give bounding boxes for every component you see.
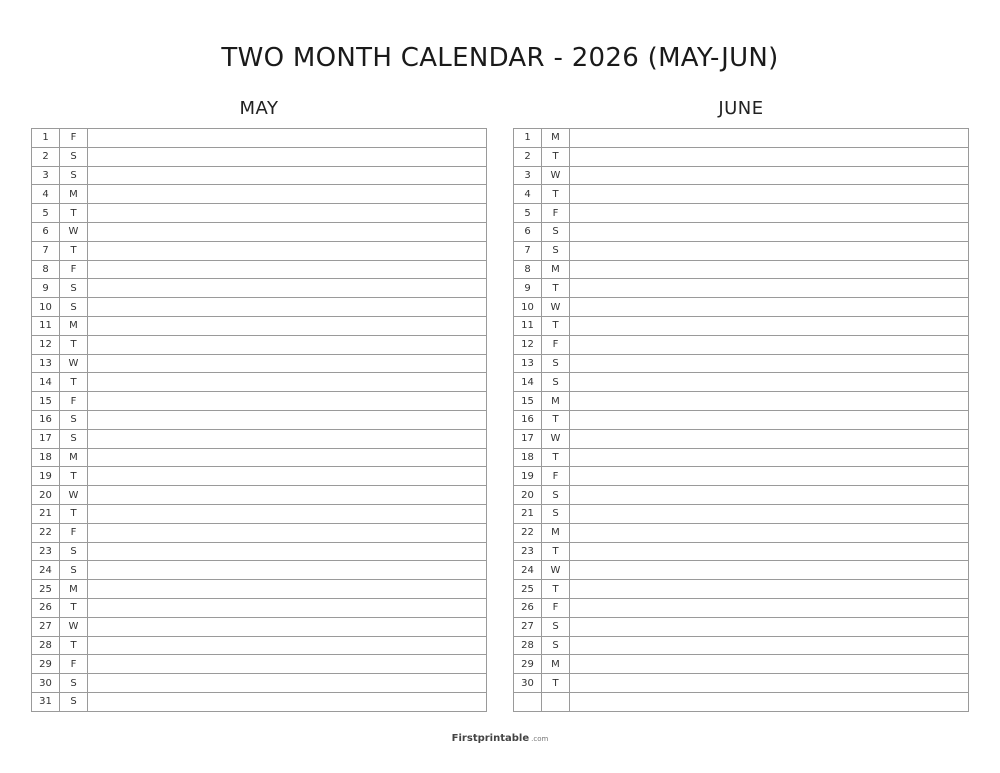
weekday-cell: F: [542, 598, 570, 617]
table-row: [32, 486, 487, 505]
notes-cell[interactable]: [570, 598, 969, 617]
calendar-table-june: [513, 128, 969, 712]
weekday-cell: S: [60, 410, 88, 429]
table-row: [514, 429, 969, 448]
notes-cell[interactable]: [88, 279, 487, 298]
notes-cell[interactable]: [570, 373, 969, 392]
weekday-cell: T: [60, 335, 88, 354]
table-row: [514, 580, 969, 599]
weekday-cell: T: [60, 598, 88, 617]
weekday-cell: M: [60, 316, 88, 335]
table-row: [514, 279, 969, 298]
table-row: [514, 392, 969, 411]
weekday-cell: W: [60, 617, 88, 636]
date-cell: 5: [514, 204, 542, 223]
table-row: [514, 316, 969, 335]
weekday-cell: T: [60, 467, 88, 486]
table-row: [514, 129, 969, 148]
weekday-cell: W: [60, 222, 88, 241]
table-row: [32, 185, 487, 204]
date-cell: 7: [514, 241, 542, 260]
weekday-cell: W: [542, 166, 570, 185]
weekday-cell: T: [542, 448, 570, 467]
date-cell: 13: [514, 354, 542, 373]
notes-cell[interactable]: [570, 279, 969, 298]
table-row: [32, 316, 487, 335]
date-cell: 8: [32, 260, 60, 279]
table-row: [514, 674, 969, 693]
notes-cell[interactable]: [570, 166, 969, 185]
date-cell: 26: [32, 598, 60, 617]
date-cell: 2: [32, 147, 60, 166]
notes-cell[interactable]: [88, 448, 487, 467]
page-title: TWO MONTH CALENDAR - 2026 (MAY-JUN): [221, 43, 779, 73]
date-cell: 10: [514, 298, 542, 317]
date-cell: 25: [514, 580, 542, 599]
weekday-cell: S: [60, 674, 88, 693]
notes-cell[interactable]: [570, 129, 969, 148]
notes-cell[interactable]: [570, 298, 969, 317]
notes-cell[interactable]: [570, 392, 969, 411]
weekday-cell: S: [60, 279, 88, 298]
table-row: [514, 222, 969, 241]
table-row: [32, 542, 487, 561]
notes-cell[interactable]: [570, 354, 969, 373]
notes-cell[interactable]: [88, 298, 487, 317]
weekday-cell: T: [60, 504, 88, 523]
weekday-cell: S: [542, 222, 570, 241]
table-row: [514, 185, 969, 204]
date-cell: 21: [514, 504, 542, 523]
table-row: [32, 448, 487, 467]
table-row: [514, 448, 969, 467]
notes-cell[interactable]: [570, 467, 969, 486]
date-cell: 27: [32, 617, 60, 636]
date-cell: 1: [514, 129, 542, 148]
date-cell: 14: [514, 373, 542, 392]
date-cell: 24: [32, 561, 60, 580]
date-cell: 17: [514, 429, 542, 448]
date-cell: 20: [32, 486, 60, 505]
weekday-cell: W: [542, 561, 570, 580]
table-row: [32, 166, 487, 185]
table-row: [32, 523, 487, 542]
notes-cell[interactable]: [570, 692, 969, 711]
weekday-cell: M: [542, 392, 570, 411]
weekday-cell: T: [60, 636, 88, 655]
date-cell: 4: [32, 185, 60, 204]
weekday-cell: F: [542, 335, 570, 354]
weekday-cell: T: [542, 542, 570, 561]
weekday-cell: S: [60, 429, 88, 448]
table-row: [514, 298, 969, 317]
weekday-cell: T: [60, 373, 88, 392]
weekday-cell: W: [60, 354, 88, 373]
date-cell: 26: [514, 598, 542, 617]
date-cell: 30: [32, 674, 60, 693]
date-cell: 10: [32, 298, 60, 317]
weekday-cell: F: [60, 523, 88, 542]
date-cell: 23: [514, 542, 542, 561]
table-row: [32, 655, 487, 674]
weekday-cell: T: [60, 204, 88, 223]
notes-cell[interactable]: [88, 429, 487, 448]
weekday-cell: W: [542, 298, 570, 317]
weekday-cell: S: [542, 486, 570, 505]
table-row: [514, 542, 969, 561]
table-row: [514, 410, 969, 429]
date-cell: 27: [514, 617, 542, 636]
notes-cell[interactable]: [570, 655, 969, 674]
notes-cell[interactable]: [570, 617, 969, 636]
table-row: [514, 636, 969, 655]
date-cell: 16: [32, 410, 60, 429]
date-cell: 8: [514, 260, 542, 279]
date-cell: 5: [32, 204, 60, 223]
date-cell: 25: [32, 580, 60, 599]
notes-cell[interactable]: [570, 241, 969, 260]
notes-cell[interactable]: [570, 542, 969, 561]
table-row: [32, 354, 487, 373]
weekday-cell: M: [542, 523, 570, 542]
date-cell: 15: [514, 392, 542, 411]
notes-cell[interactable]: [88, 354, 487, 373]
table-row: [32, 392, 487, 411]
table-row: [32, 617, 487, 636]
weekday-cell: M: [60, 580, 88, 599]
date-cell: 1: [32, 129, 60, 148]
date-cell: 18: [32, 448, 60, 467]
notes-cell[interactable]: [88, 392, 487, 411]
notes-cell[interactable]: [570, 448, 969, 467]
date-cell: 21: [32, 504, 60, 523]
notes-cell[interactable]: [88, 129, 487, 148]
notes-cell[interactable]: [88, 598, 487, 617]
date-cell: 3: [514, 166, 542, 185]
notes-cell[interactable]: [88, 486, 487, 505]
table-row: [514, 335, 969, 354]
date-cell: 28: [32, 636, 60, 655]
table-row: [32, 373, 487, 392]
notes-cell[interactable]: [570, 410, 969, 429]
calendar-table-may: [31, 128, 487, 712]
table-row: [32, 260, 487, 279]
notes-cell[interactable]: [570, 504, 969, 523]
notes-cell[interactable]: [88, 561, 487, 580]
month-may: [31, 97, 487, 712]
notes-cell[interactable]: [570, 185, 969, 204]
weekday-cell: S: [542, 636, 570, 655]
weekday-cell: F: [542, 204, 570, 223]
table-row: [32, 222, 487, 241]
table-row: [514, 655, 969, 674]
table-row: [514, 504, 969, 523]
notes-cell[interactable]: [88, 166, 487, 185]
weekday-cell: F: [60, 260, 88, 279]
month-june: [513, 97, 969, 712]
notes-cell[interactable]: [88, 316, 487, 335]
notes-cell[interactable]: [570, 523, 969, 542]
date-cell: 29: [514, 655, 542, 674]
weekday-cell: M: [542, 129, 570, 148]
weekday-cell: [542, 692, 570, 711]
notes-cell[interactable]: [88, 674, 487, 693]
notes-cell[interactable]: [88, 147, 487, 166]
date-cell: 12: [514, 335, 542, 354]
table-row: [32, 429, 487, 448]
notes-cell[interactable]: [88, 504, 487, 523]
date-cell: 22: [514, 523, 542, 542]
table-row: [514, 523, 969, 542]
weekday-cell: S: [60, 542, 88, 561]
table-row: [514, 147, 969, 166]
table-row: [514, 354, 969, 373]
table-row: [32, 204, 487, 223]
notes-cell[interactable]: [88, 222, 487, 241]
weekday-cell: F: [542, 467, 570, 486]
notes-cell[interactable]: [88, 523, 487, 542]
month-title: JUNE: [718, 98, 764, 119]
weekday-cell: T: [542, 580, 570, 599]
table-row: [32, 335, 487, 354]
table-row: [514, 617, 969, 636]
table-row: [514, 692, 969, 711]
notes-cell[interactable]: [88, 692, 487, 711]
footer-brand: [0, 733, 1000, 744]
notes-cell[interactable]: [570, 260, 969, 279]
notes-cell[interactable]: [88, 617, 487, 636]
notes-cell[interactable]: [570, 674, 969, 693]
date-cell: 12: [32, 335, 60, 354]
notes-cell[interactable]: [88, 636, 487, 655]
table-row: [32, 298, 487, 317]
weekday-cell: S: [542, 241, 570, 260]
date-cell: 6: [514, 222, 542, 241]
table-row: [32, 674, 487, 693]
date-cell: 15: [32, 392, 60, 411]
table-row: [514, 373, 969, 392]
brand-tld: .com: [531, 735, 549, 743]
notes-cell[interactable]: [570, 561, 969, 580]
notes-cell[interactable]: [88, 185, 487, 204]
notes-cell[interactable]: [570, 486, 969, 505]
brand-name: Firstprintable: [451, 733, 530, 744]
notes-cell[interactable]: [88, 335, 487, 354]
weekday-cell: M: [542, 655, 570, 674]
date-cell: 4: [514, 185, 542, 204]
date-cell: 11: [32, 316, 60, 335]
table-row: [32, 636, 487, 655]
weekday-cell: F: [60, 655, 88, 674]
notes-cell[interactable]: [570, 316, 969, 335]
table-row: [32, 504, 487, 523]
table-row: [514, 204, 969, 223]
weekday-cell: S: [542, 373, 570, 392]
date-cell: 19: [514, 467, 542, 486]
date-cell: 19: [32, 467, 60, 486]
weekday-cell: T: [542, 185, 570, 204]
weekday-cell: T: [542, 316, 570, 335]
table-row: [32, 580, 487, 599]
notes-cell[interactable]: [570, 636, 969, 655]
date-cell: 24: [514, 561, 542, 580]
weekday-cell: S: [60, 166, 88, 185]
table-row: [32, 147, 487, 166]
notes-cell[interactable]: [88, 580, 487, 599]
notes-cell[interactable]: [570, 204, 969, 223]
weekday-cell: S: [542, 354, 570, 373]
weekday-cell: F: [60, 392, 88, 411]
table-row: [32, 692, 487, 711]
date-cell: 7: [32, 241, 60, 260]
weekday-cell: S: [60, 692, 88, 711]
month-title: MAY: [239, 98, 279, 119]
weekday-cell: W: [542, 429, 570, 448]
table-row: [514, 561, 969, 580]
notes-cell[interactable]: [570, 147, 969, 166]
table-row: [514, 260, 969, 279]
weekday-cell: T: [542, 279, 570, 298]
date-cell: 16: [514, 410, 542, 429]
table-row: [32, 410, 487, 429]
table-row: [32, 241, 487, 260]
notes-cell[interactable]: [570, 580, 969, 599]
notes-cell[interactable]: [570, 429, 969, 448]
notes-cell[interactable]: [570, 335, 969, 354]
weekday-cell: W: [60, 486, 88, 505]
table-row: [514, 598, 969, 617]
weekday-cell: T: [542, 147, 570, 166]
weekday-cell: S: [542, 617, 570, 636]
weekday-cell: T: [542, 674, 570, 693]
weekday-cell: S: [60, 561, 88, 580]
table-row: [514, 486, 969, 505]
table-row: [32, 561, 487, 580]
date-cell: 31: [32, 692, 60, 711]
date-cell: 18: [514, 448, 542, 467]
date-cell: 3: [32, 166, 60, 185]
table-row: [514, 467, 969, 486]
weekday-cell: M: [542, 260, 570, 279]
weekday-cell: S: [542, 504, 570, 523]
weekday-cell: T: [60, 241, 88, 260]
notes-cell[interactable]: [88, 655, 487, 674]
table-row: [32, 279, 487, 298]
date-cell: 9: [32, 279, 60, 298]
date-cell: 29: [32, 655, 60, 674]
table-row: [32, 467, 487, 486]
date-cell: [514, 692, 542, 711]
notes-cell[interactable]: [88, 260, 487, 279]
date-cell: 30: [514, 674, 542, 693]
date-cell: 6: [32, 222, 60, 241]
weekday-cell: S: [60, 298, 88, 317]
notes-cell[interactable]: [88, 204, 487, 223]
date-cell: 2: [514, 147, 542, 166]
date-cell: 20: [514, 486, 542, 505]
date-cell: 14: [32, 373, 60, 392]
notes-cell[interactable]: [88, 410, 487, 429]
weekday-cell: M: [60, 185, 88, 204]
weekday-cell: M: [60, 448, 88, 467]
weekday-cell: F: [60, 129, 88, 148]
notes-cell[interactable]: [570, 222, 969, 241]
notes-cell[interactable]: [88, 373, 487, 392]
date-cell: 22: [32, 523, 60, 542]
notes-cell[interactable]: [88, 467, 487, 486]
table-row: [514, 166, 969, 185]
date-cell: 13: [32, 354, 60, 373]
date-cell: 28: [514, 636, 542, 655]
notes-cell[interactable]: [88, 542, 487, 561]
date-cell: 9: [514, 279, 542, 298]
date-cell: 17: [32, 429, 60, 448]
weekday-cell: S: [60, 147, 88, 166]
table-row: [32, 598, 487, 617]
weekday-cell: T: [542, 410, 570, 429]
date-cell: 11: [514, 316, 542, 335]
notes-cell[interactable]: [88, 241, 487, 260]
table-row: [32, 129, 487, 148]
table-row: [514, 241, 969, 260]
date-cell: 23: [32, 542, 60, 561]
